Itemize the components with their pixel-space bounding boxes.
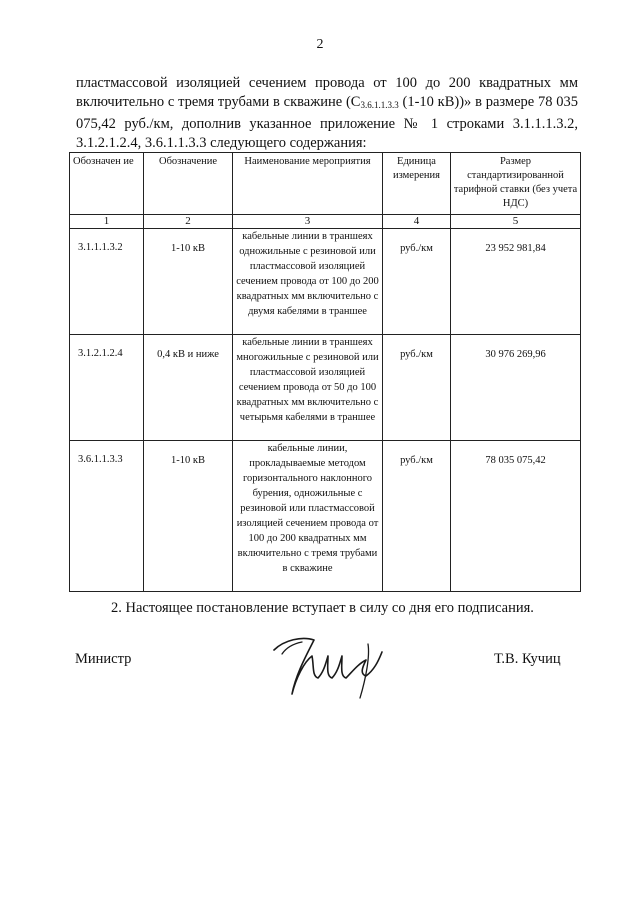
row-unit: руб./км (383, 229, 451, 335)
row-voltage: 1-10 кВ (144, 229, 233, 335)
column-number: 2 (144, 215, 233, 229)
table-header-row (70, 153, 581, 215)
row-code: 3.1.1.1.3.2 (70, 229, 144, 335)
header-unit: Единица измерения (383, 153, 451, 215)
page-number: 2 (316, 37, 324, 52)
row-unit: руб./км (383, 441, 451, 592)
header-code: Обозначен ие (70, 153, 144, 215)
column-number: 3 (233, 215, 383, 229)
column-number-row (70, 215, 581, 229)
row-description: кабельные линии, прокладываемые методом горизонтального наклонного бурения, одножильные с резиновой или пластмассовой изоляцией сечением провода от 100 до 200 квадратных мм включительно с тремя трубами в скважине (233, 441, 383, 592)
intro-paragraph (76, 74, 578, 153)
clause-2: 2. Настоящее постановление вступает в силу со дня его подписания. (111, 600, 534, 616)
row-rate: 23 952 981,84 (451, 229, 581, 335)
intro-text-after: (1-10 кВ))» в размере 78 035 075,42 руб./км, дополнив указанное приложение № 1 строками 3.1.1.1.3.2, 3.1.2.1.2.4, 3.6.1.1.3.3 следующего содержания: (76, 94, 578, 151)
row-unit: руб./км (383, 335, 451, 441)
row-description: кабельные линии в траншеях многожильные с резиновой или пластмассовой изоляцией сечением провода от 50 до 100 квадратных мм включительно с четырьмя кабелями в траншее (233, 335, 383, 441)
row-voltage: 0,4 кВ и ниже (144, 335, 233, 441)
handwritten-signature (262, 622, 392, 702)
row-code: 3.6.1.1.3.3 (70, 441, 144, 592)
row-rate: 30 976 269,96 (451, 335, 581, 441)
row-rate: 78 035 075,42 (451, 441, 581, 592)
table-row (70, 441, 581, 592)
table-row (70, 229, 581, 335)
header-voltage: Обозначение (144, 153, 233, 215)
intro-text-before: пластмассовой изоляцией сечением провода от 100 до 200 квадратных мм включительно с тремя трубами в скважине (С (76, 75, 578, 110)
column-number: 1 (70, 215, 144, 229)
column-number: 4 (383, 215, 451, 229)
signatory-name: Т.В. Кучиц (494, 651, 561, 667)
header-description: Наименование мероприятия (233, 153, 383, 215)
signatory-title: Министр (75, 651, 132, 667)
intro-subscript: 3.6.1.1.3.3 (360, 100, 399, 110)
row-description: кабельные линии в траншеях одножильные с резиновой или пластмассовой изоляцией сечением провода от 100 до 200 квадратных мм включительно с двумя кабелями в траншее (233, 229, 383, 335)
header-rate: Размер стандартизированной тарифной ставки (без учета НДС) (451, 153, 581, 215)
row-voltage: 1-10 кВ (144, 441, 233, 592)
tariff-table (69, 152, 581, 592)
row-code: 3.1.2.1.2.4 (70, 335, 144, 441)
column-number: 5 (451, 215, 581, 229)
table-row (70, 335, 581, 441)
